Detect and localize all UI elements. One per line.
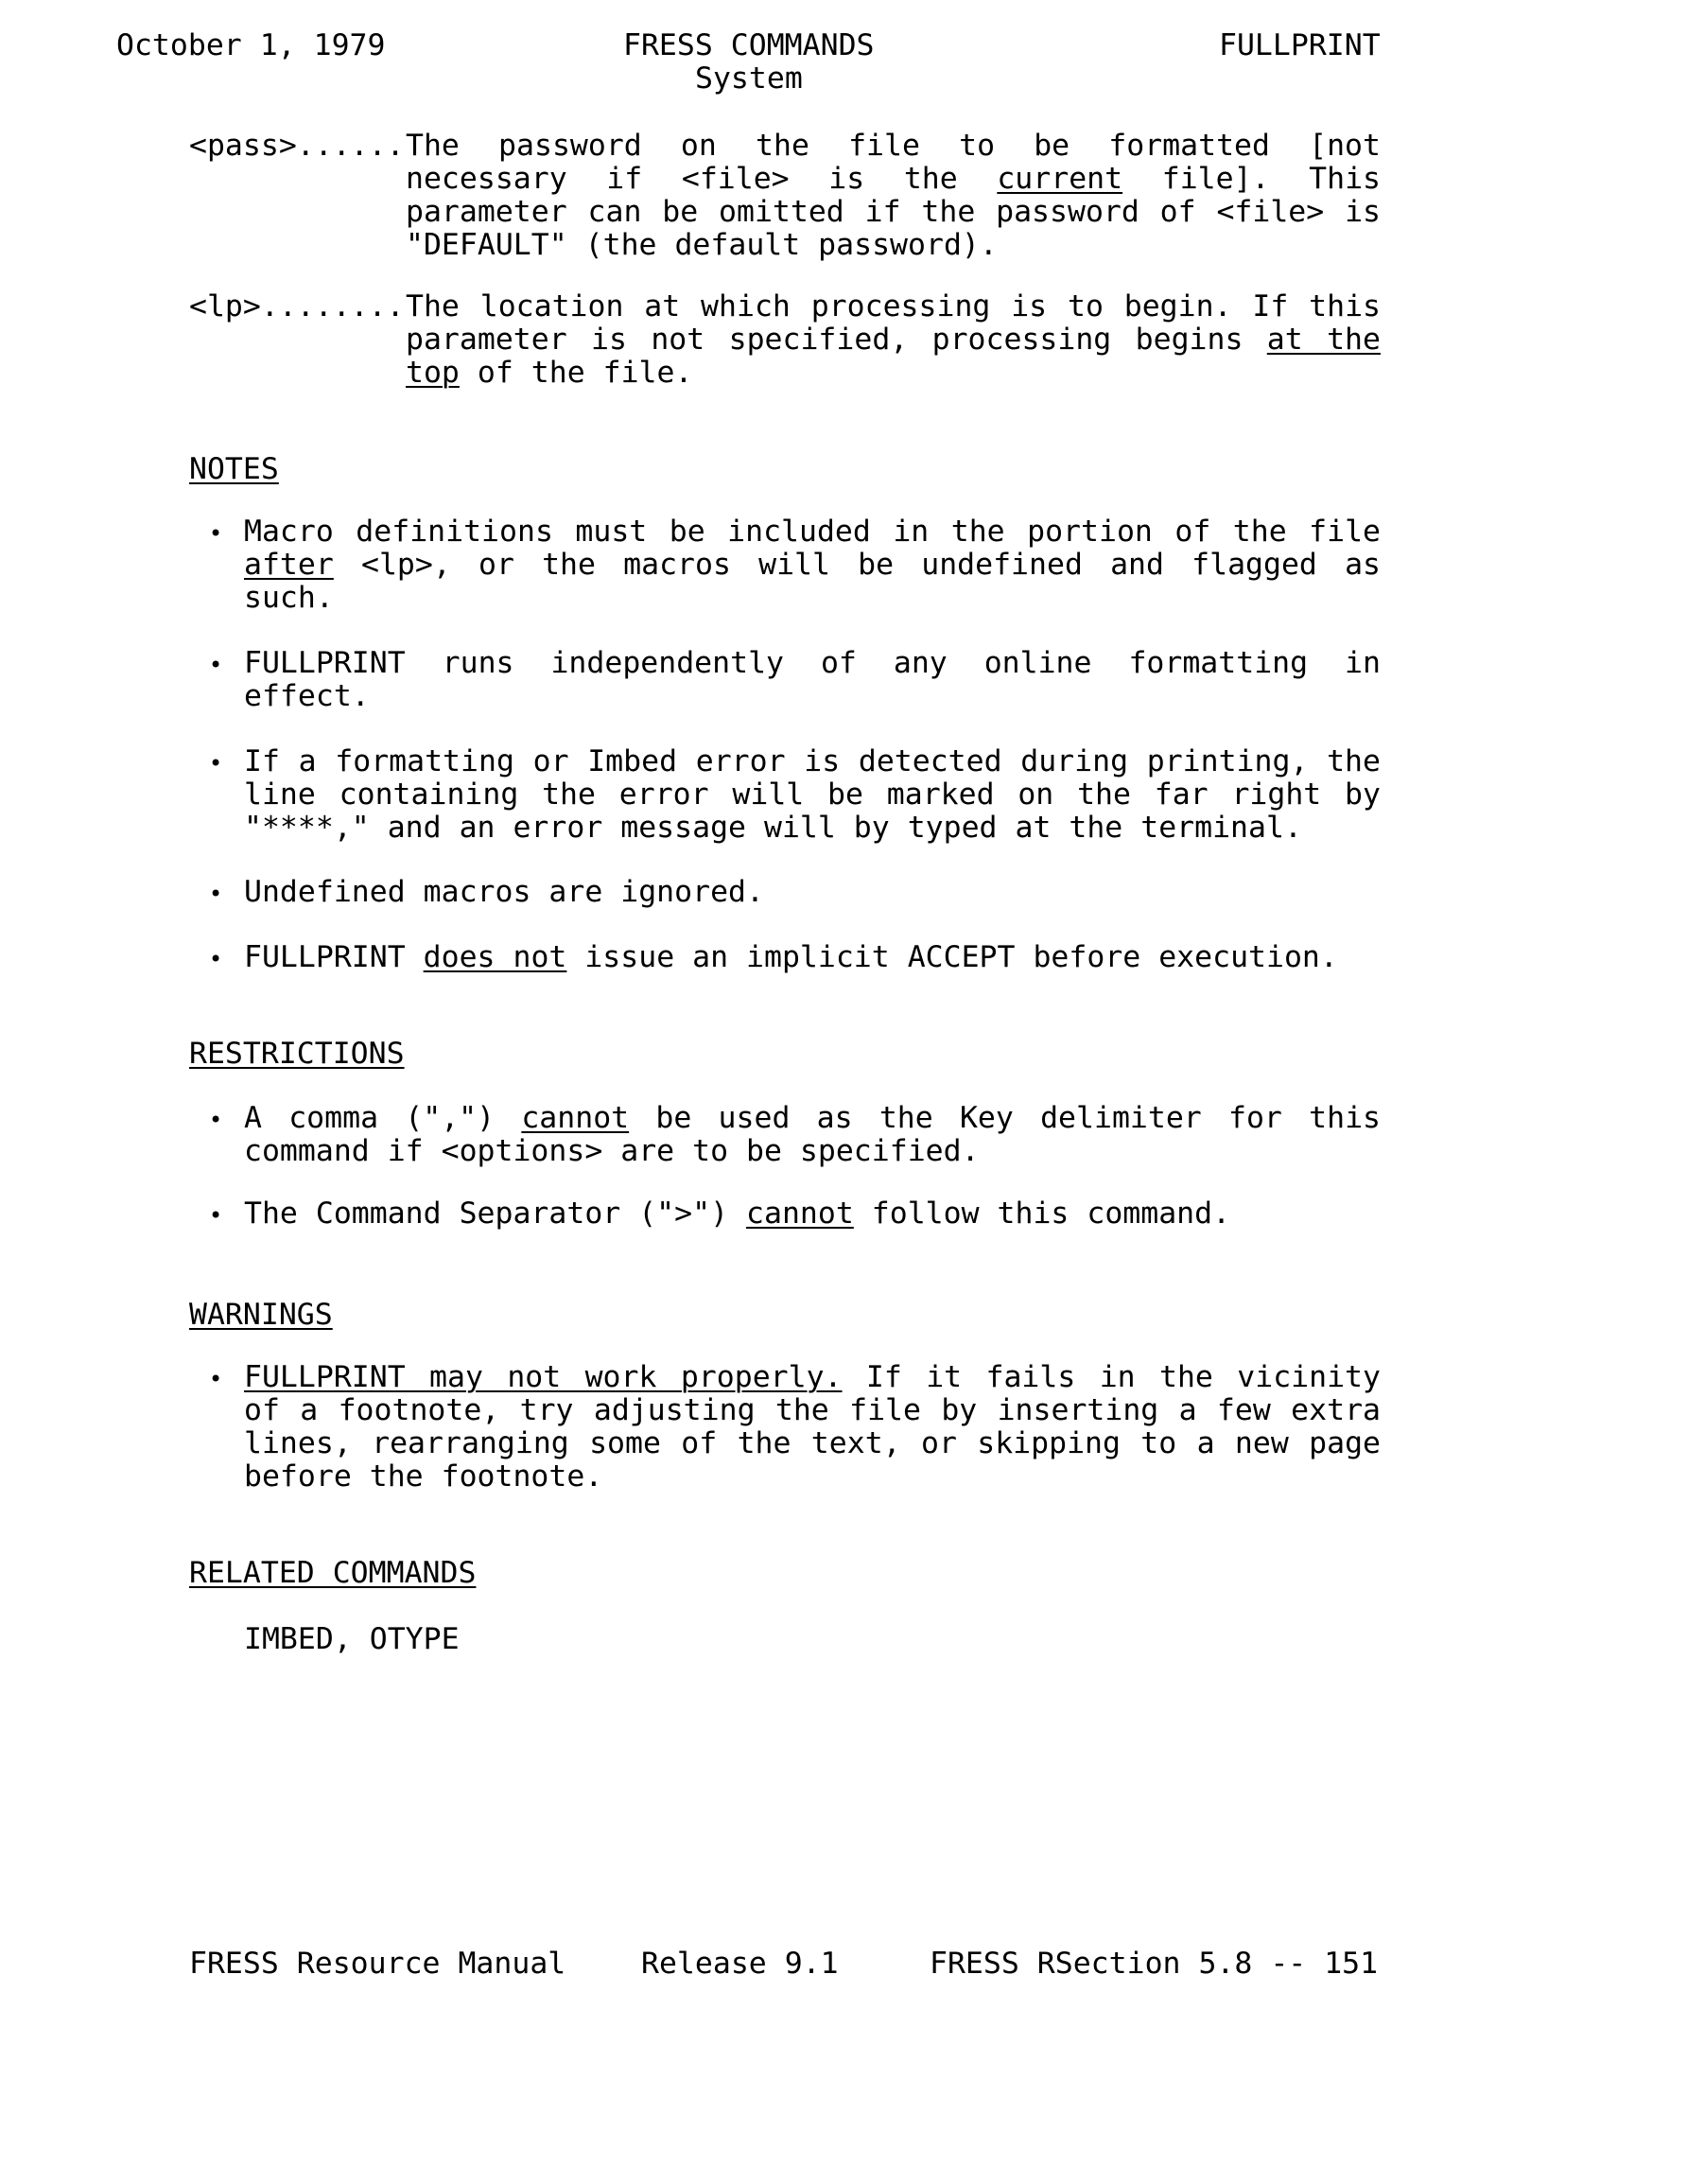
param-desc-text: file]. This — [1122, 162, 1382, 196]
notes-text: FULLPRINT — [244, 940, 424, 974]
warnings-text: If it fails in the vicinity — [842, 1360, 1381, 1394]
notes-item: Undefined macros are ignored. — [244, 875, 764, 909]
notes-line: Macro definitions must be included in the portion of the file — [244, 515, 1381, 549]
notes-line: If a formatting or Imbed error is detected during printing, the — [244, 744, 1381, 778]
param-desc-line: parameter can be omitted if the password of <file> is — [406, 195, 1381, 229]
notes-line: FULLPRINT runs independently of any online formatting in — [244, 646, 1381, 680]
header-date: October 1, 1979 — [116, 28, 386, 62]
header-command: FULLPRINT — [1219, 28, 1381, 62]
notes-item — [244, 941, 1338, 974]
restrictions-underlined: cannot — [746, 1197, 854, 1231]
bullet-icon: • — [209, 881, 223, 907]
warnings-line — [244, 1361, 1381, 1394]
notes-heading: NOTES — [189, 452, 279, 486]
header-subtitle: System — [695, 61, 803, 96]
notes-line: "****," and an error message will by typed at the terminal. — [244, 811, 1302, 845]
restrictions-underlined: cannot — [521, 1101, 630, 1135]
bullet-icon: • — [209, 946, 223, 972]
notes-underlined: does not — [423, 940, 567, 974]
warnings-underlined: FULLPRINT may not work properly. — [244, 1360, 843, 1394]
notes-item — [244, 515, 1381, 615]
restrictions-item — [244, 1102, 1381, 1168]
restrictions-line — [244, 1102, 1381, 1135]
warnings-line: of a footnote, try adjusting the file by inserting a few extra — [244, 1393, 1381, 1427]
param-desc-line: The password on the file to be formatted [not — [406, 129, 1381, 163]
param-desc-line: "DEFAULT" (the default password). — [406, 228, 998, 262]
param-desc-pass — [406, 130, 1381, 262]
warnings-line: before the footnote. — [244, 1459, 603, 1494]
restrictions-item — [244, 1197, 1230, 1231]
notes-text: issue an implicit ACCEPT before execution. — [566, 940, 1338, 974]
notes-line: such. — [244, 581, 334, 615]
notes-line — [244, 549, 1381, 582]
warnings-heading: WARNINGS — [189, 1298, 333, 1332]
param-desc-line — [406, 323, 1381, 357]
param-desc-text: necessary if <file> is the — [406, 162, 998, 196]
notes-text: <lp>, or the macros will be undefined and flagged as — [333, 548, 1381, 582]
param-desc-lp — [406, 290, 1381, 390]
param-desc-underlined: current — [997, 162, 1123, 196]
param-desc-line: The location at which processing is to begin. If this — [406, 289, 1381, 323]
restrictions-line: command if <options> are to be specified. — [244, 1134, 980, 1168]
param-desc-text: parameter is not specified, processing begins — [406, 323, 1267, 357]
notes-item — [244, 745, 1381, 845]
restrictions-text: follow this command. — [853, 1197, 1231, 1231]
notes-underlined: after — [244, 548, 334, 582]
notes-line: line containing the error will be marked on the far right by — [244, 778, 1381, 812]
warnings-item — [244, 1361, 1381, 1494]
related-heading: RELATED COMMANDS — [189, 1556, 477, 1590]
footer-release: Release 9.1 — [641, 1947, 839, 1981]
restrictions-text: be used as the Key delimiter for this — [629, 1101, 1381, 1135]
footer-section: FRESS RSection 5.8 -- 151 — [930, 1947, 1379, 1981]
restrictions-text: The Command Separator (">") — [244, 1197, 747, 1231]
warnings-line: lines, rearranging some of the text, or skipping to a new page — [244, 1426, 1381, 1460]
notes-line: effect. — [244, 679, 370, 713]
bullet-icon: • — [209, 750, 223, 777]
param-label-lp: <lp>........ — [189, 289, 405, 323]
bullet-icon: • — [209, 1202, 223, 1229]
param-desc-line — [406, 163, 1381, 196]
bullet-icon: • — [209, 652, 223, 678]
param-desc-underlined: at the — [1266, 323, 1381, 357]
param-desc-underlined: top — [406, 356, 460, 390]
header-title: FRESS COMMANDS — [623, 28, 875, 62]
param-desc-line — [406, 357, 1381, 390]
footer-manual: FRESS Resource Manual — [189, 1947, 566, 1981]
param-desc-text: of the file. — [459, 356, 693, 390]
bullet-icon: • — [209, 1366, 223, 1392]
param-label-pass: <pass>...... — [189, 129, 405, 163]
restrictions-text: A comma (",") — [244, 1101, 522, 1135]
bullet-icon: • — [209, 1107, 223, 1133]
bullet-icon: • — [209, 520, 223, 547]
restrictions-heading: RESTRICTIONS — [189, 1037, 405, 1071]
notes-item — [244, 647, 1381, 713]
related-commands: IMBED, OTYPE — [244, 1622, 460, 1656]
